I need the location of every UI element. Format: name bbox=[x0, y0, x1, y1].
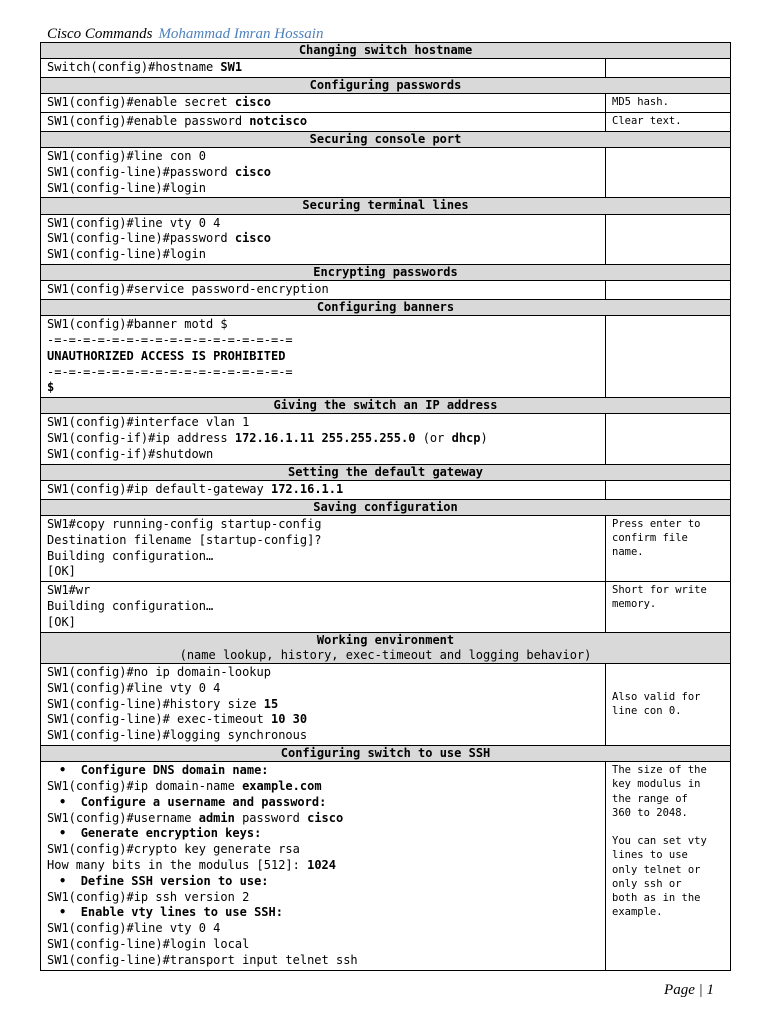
command-line: SW1(config)#interface vlan 1 bbox=[47, 415, 250, 430]
note-line: You can set vty bbox=[612, 835, 707, 848]
bullet-heading: • Configure a username and password: bbox=[59, 794, 327, 809]
note-line: The size of the bbox=[612, 764, 707, 777]
note-line: memory. bbox=[612, 598, 657, 611]
section-title-gateway: Setting the default gateway bbox=[41, 464, 731, 480]
note-line: only ssh or bbox=[612, 877, 682, 890]
command-line: Destination filename [startup-config]? bbox=[47, 532, 322, 547]
note-cell bbox=[606, 762, 731, 970]
command-line: SW1(config)#crypto key generate rsa bbox=[47, 842, 300, 857]
command-line: Switch(config)#hostname SW1 bbox=[47, 60, 243, 75]
command-line: SW1(config-line)#logging synchronous bbox=[47, 728, 308, 743]
note-line: the range of bbox=[612, 792, 688, 805]
command-line: SW1#copy running-config startup-config bbox=[47, 516, 322, 531]
section-title-console: Securing console port bbox=[41, 131, 731, 147]
command-line: SW1(config-line)#login local bbox=[47, 936, 250, 951]
author-name: Mohammad Imran Hossain bbox=[158, 26, 324, 42]
note-cell bbox=[606, 515, 731, 581]
command-line: Building configuration… bbox=[47, 598, 214, 613]
command-line: SW1(config)#line vty 0 4 bbox=[47, 215, 221, 230]
note-line: key modulus in bbox=[612, 778, 701, 791]
bullet-icon: • bbox=[59, 763, 81, 778]
command-line: SW1(config)#enable password notcisco bbox=[47, 114, 308, 128]
section-title-ssh: Configuring switch to use SSH bbox=[41, 745, 731, 761]
note-cell bbox=[606, 316, 731, 398]
section-title-saving: Saving configuration bbox=[41, 499, 731, 515]
command-line: How many bits in the modulus [512]: 1024 bbox=[47, 857, 336, 872]
bullet-heading: • Configure DNS domain name: bbox=[59, 763, 269, 778]
command-line: -=-=-=-=-=-=-=-=-=-=-=-=-=-=-=-=-= bbox=[47, 332, 293, 347]
command-line: SW1#wr bbox=[47, 583, 91, 598]
note-line: Short for write bbox=[612, 584, 707, 597]
command-cell bbox=[41, 214, 606, 264]
command-line: SW1(config)#username admin password cisco bbox=[47, 810, 344, 825]
note-line: confirm file bbox=[612, 532, 688, 545]
page-number: Page | 1 bbox=[664, 982, 714, 998]
command-line: SW1(config-line)#history size 15 bbox=[47, 696, 279, 711]
section-subtitle: (name lookup, history, exec-timeout and logging behavior) bbox=[179, 647, 592, 662]
note-cell bbox=[606, 214, 731, 264]
command-line: UNAUTHORIZED ACCESS IS PROHIBITED bbox=[47, 348, 286, 363]
command-cell bbox=[41, 663, 606, 745]
note-cell bbox=[606, 582, 731, 632]
bullet-icon: • bbox=[59, 905, 81, 920]
note-line: only telnet or bbox=[612, 863, 701, 876]
note-line: both as in the bbox=[612, 891, 701, 904]
command-cell bbox=[41, 94, 606, 113]
note-line: Also valid for bbox=[612, 691, 701, 704]
command-cell bbox=[41, 59, 606, 78]
note-line: 360 to 2048. bbox=[612, 806, 688, 819]
bullet-heading: • Define SSH version to use: bbox=[59, 873, 269, 888]
command-line: SW1(config)#line con 0 bbox=[47, 149, 206, 163]
section-title-text: Working environment bbox=[316, 632, 455, 647]
bullet-icon: • bbox=[59, 794, 81, 809]
command-line: SW1(config)#no ip domain-lookup bbox=[47, 664, 271, 679]
note-cell: MD5 hash. bbox=[606, 94, 731, 113]
command-cell bbox=[41, 281, 606, 300]
command-line: SW1(config-if)#ip address 172.16.1.11 255.255.255.0 (or dhcp) bbox=[47, 431, 488, 446]
note-cell bbox=[606, 480, 731, 499]
command-cell bbox=[41, 414, 606, 464]
command-line: [OK] bbox=[47, 614, 76, 629]
note-cell bbox=[606, 663, 731, 745]
command-line: -=-=-=-=-=-=-=-=-=-=-=-=-=-=-=-=-= bbox=[47, 364, 293, 379]
command-line: SW1(config-line)#password cisco bbox=[47, 231, 271, 246]
document-title: Cisco Commands bbox=[47, 26, 153, 42]
command-line: [OK] bbox=[47, 564, 76, 579]
command-line: SW1(config)#line vty 0 4 bbox=[47, 680, 221, 695]
note-line bbox=[612, 820, 724, 834]
command-line: SW1(config)#ip domain-name example.com bbox=[47, 778, 322, 793]
command-line: SW1(config)#ip ssh version 2 bbox=[47, 889, 250, 904]
note-cell bbox=[606, 281, 731, 300]
command-line: SW1(config)#line vty 0 4 bbox=[47, 921, 221, 936]
command-line: SW1(config-if)#shutdown bbox=[47, 446, 214, 461]
command-cell bbox=[41, 582, 606, 632]
command-line: SW1(config-line)#password cisco bbox=[47, 164, 271, 179]
command-cell bbox=[41, 480, 606, 499]
note-cell bbox=[606, 148, 731, 198]
note-cell bbox=[606, 59, 731, 78]
section-title-terminal: Securing terminal lines bbox=[41, 198, 731, 214]
command-cell bbox=[41, 515, 606, 581]
command-line: SW1(config-line)# exec-timeout 10 30 bbox=[47, 712, 308, 727]
command-line: $ bbox=[47, 380, 55, 395]
command-line: SW1(config)#enable secret cisco bbox=[47, 95, 271, 110]
bullet-icon: • bbox=[59, 826, 81, 841]
note-line: line con 0. bbox=[612, 705, 682, 718]
note-cell: Clear text. bbox=[606, 113, 731, 132]
command-line: SW1(config-line)#transport input telnet ssh bbox=[47, 952, 358, 967]
command-line: SW1(config)#service password-encryption bbox=[47, 282, 329, 297]
note-line: Press enter to bbox=[612, 517, 701, 530]
command-cell bbox=[41, 762, 606, 970]
command-cell bbox=[41, 113, 606, 132]
bullet-heading: • Enable vty lines to use SSH: bbox=[59, 905, 283, 920]
section-title-encrypt: Encrypting passwords bbox=[41, 264, 731, 280]
page-header bbox=[47, 26, 323, 43]
section-title-ip: Giving the switch an IP address bbox=[41, 398, 731, 414]
command-line: Building configuration… bbox=[47, 548, 214, 563]
command-cell bbox=[41, 316, 606, 398]
note-line: example. bbox=[612, 906, 663, 919]
command-line: SW1(config-line)#login bbox=[47, 247, 206, 262]
command-line: SW1(config)#banner motd $ bbox=[47, 317, 228, 332]
note-line: name. bbox=[612, 546, 644, 559]
section-title-passwords: Configuring passwords bbox=[41, 78, 731, 94]
section-title-banners: Configuring banners bbox=[41, 299, 731, 315]
note-cell bbox=[606, 414, 731, 464]
section-title-environment bbox=[41, 632, 731, 663]
commands-table bbox=[40, 42, 731, 971]
bullet-heading: • Generate encryption keys: bbox=[59, 826, 262, 841]
bullet-icon: • bbox=[59, 873, 81, 888]
command-line: SW1(config)#ip default-gateway 172.16.1.1 bbox=[47, 481, 344, 496]
command-cell bbox=[41, 148, 606, 198]
section-title-hostname: Changing switch hostname bbox=[41, 43, 731, 59]
command-line: SW1(config-line)#login bbox=[47, 180, 206, 195]
note-line: lines to use bbox=[612, 849, 688, 862]
